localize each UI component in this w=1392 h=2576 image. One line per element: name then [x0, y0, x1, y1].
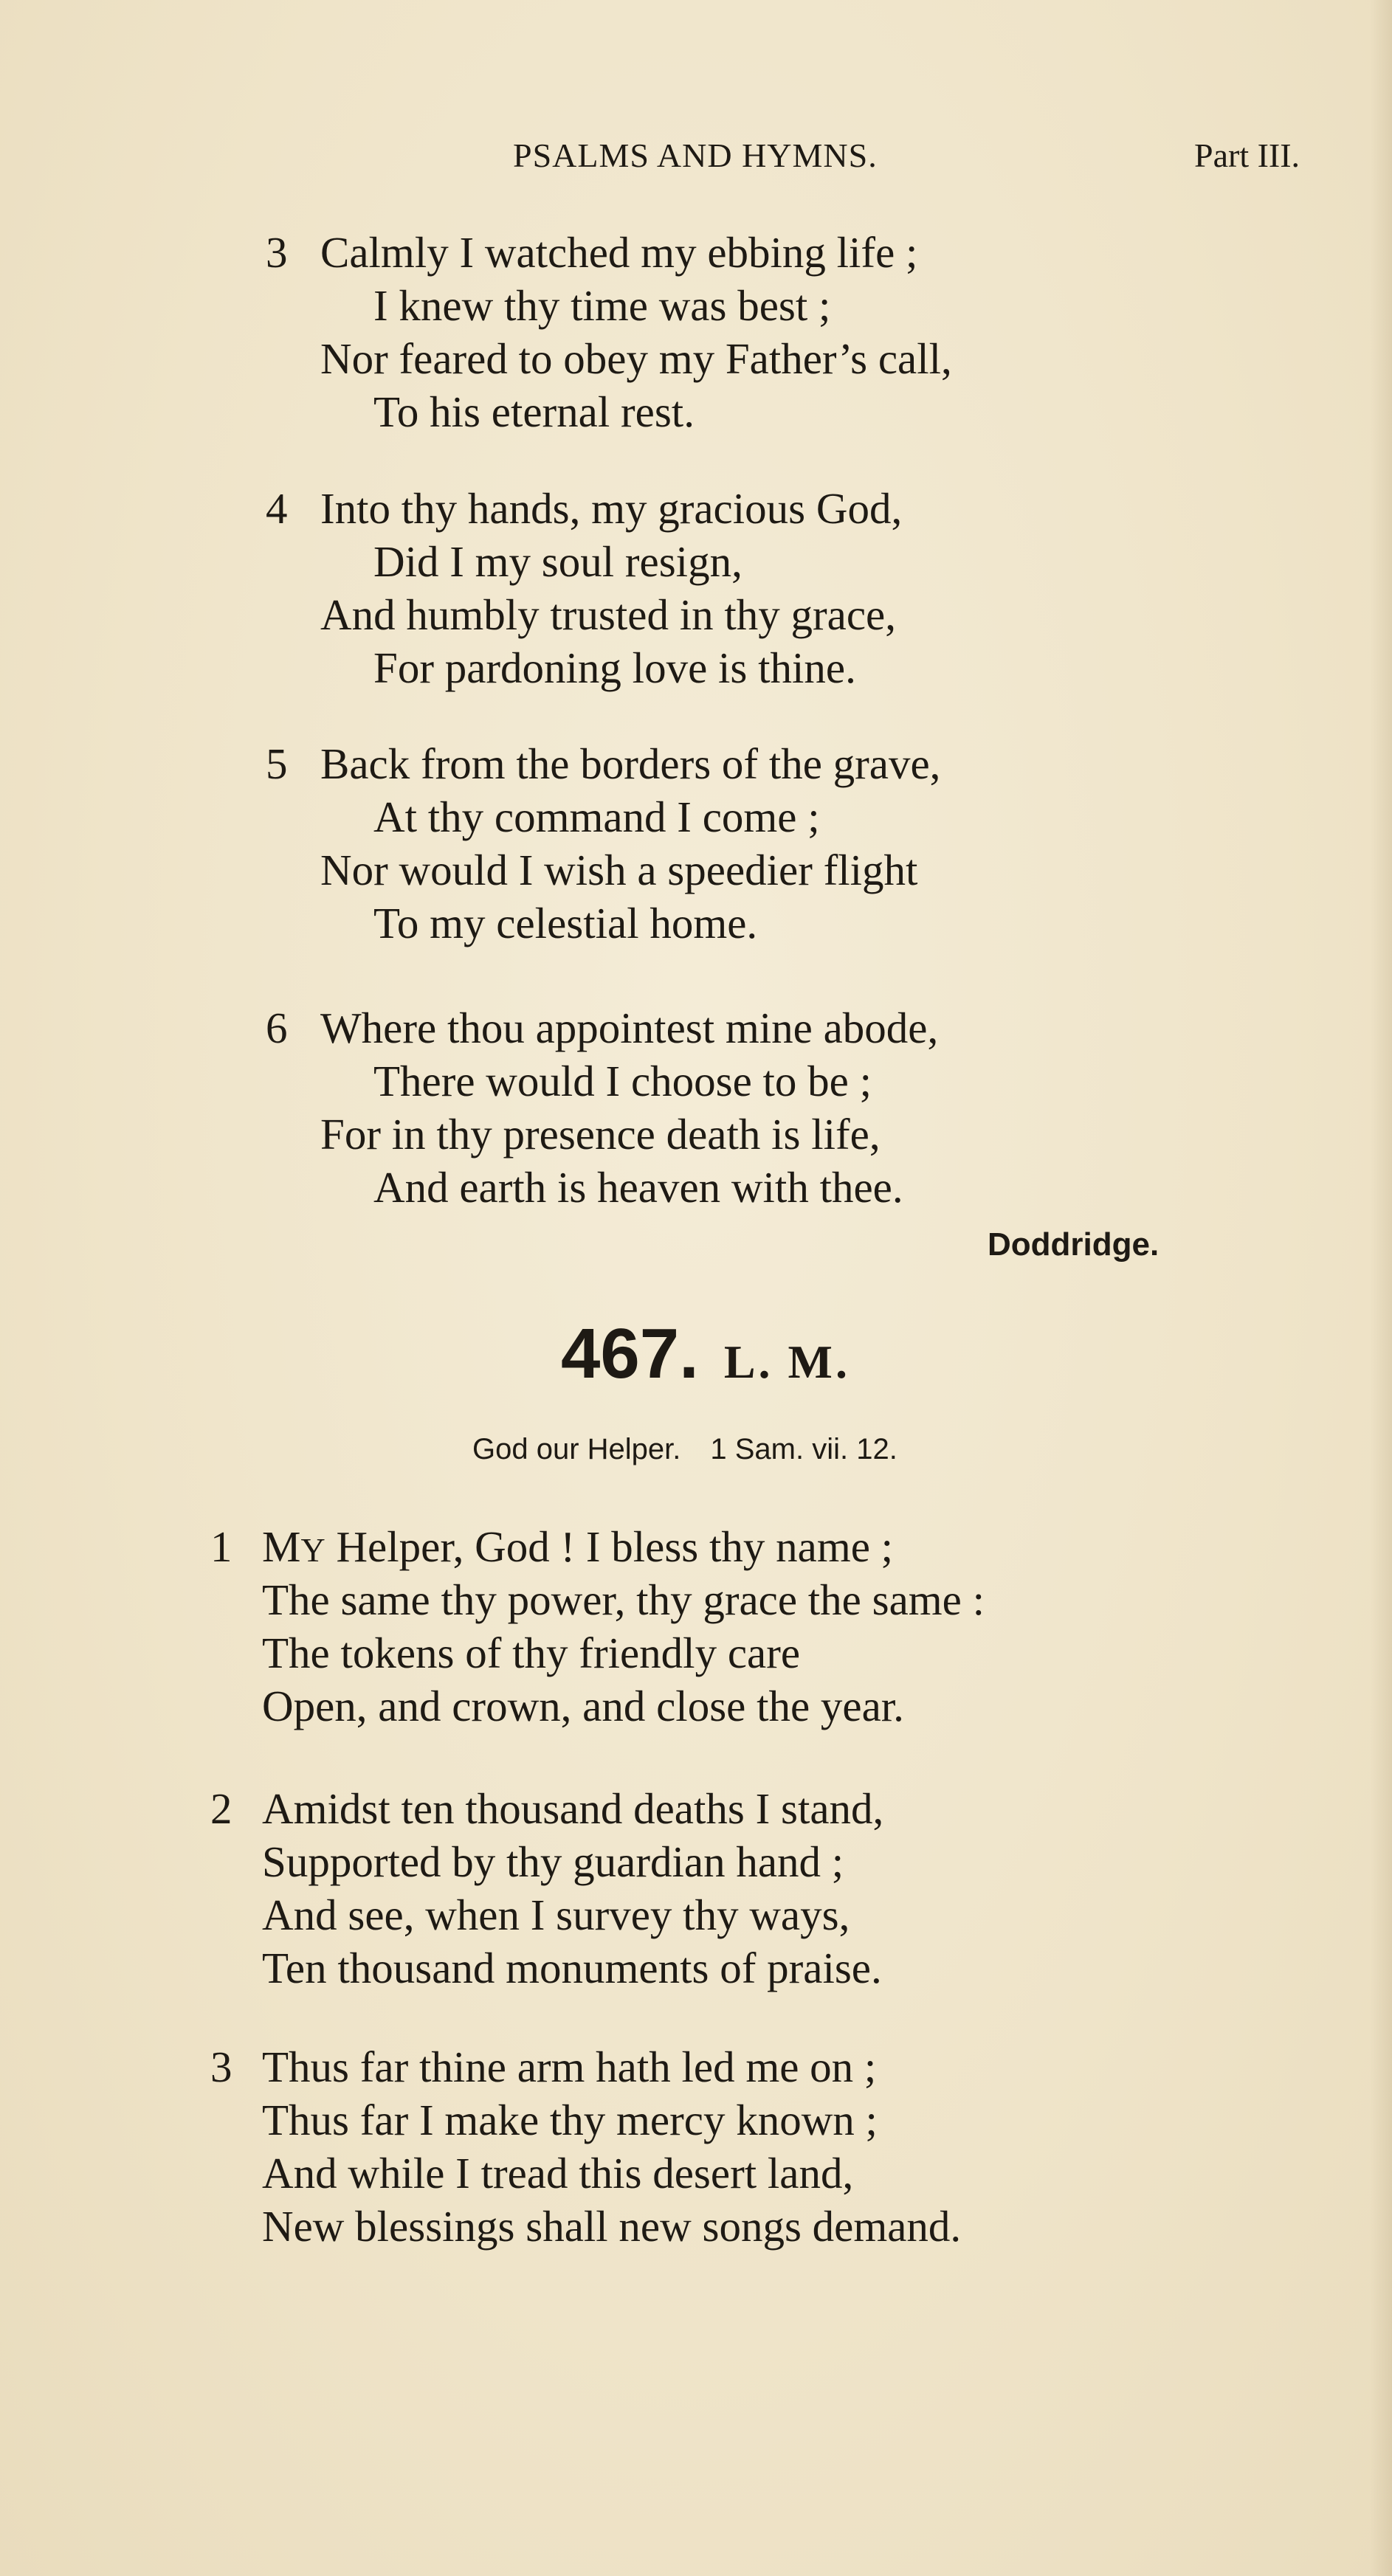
- verse-line: There would I choose to be ;: [373, 1057, 872, 1105]
- verse-line-first: [262, 1520, 893, 1577]
- verse-line: For pardoning love is thine.: [373, 643, 856, 692]
- verse-line: Thus far I make thy mercy known ;: [262, 2096, 878, 2144]
- running-title: PSALMS AND HYMNS.: [513, 137, 878, 174]
- first-line-text: Helper, God ! I bless thy name ;: [336, 1522, 894, 1571]
- hymn-attribution: Doddridge.: [988, 1226, 1160, 1263]
- stanza-number: 3: [266, 228, 288, 277]
- verse-line: And see, when I survey thy ways,: [262, 1890, 850, 1939]
- stanza-number: 6: [266, 1004, 288, 1052]
- running-part: Part III.: [1194, 137, 1300, 174]
- verse-line: Thus far thine arm hath led me on ;: [262, 2043, 877, 2091]
- verse-line: And humbly trusted in thy grace,: [320, 590, 896, 639]
- verse-line: To my celestial home.: [373, 899, 758, 947]
- small-caps-rest: Y: [300, 1531, 325, 1569]
- hymn-subtitle-text: God our Helper.: [472, 1433, 681, 1465]
- verse-line: And while I tread this desert land,: [262, 2149, 854, 2197]
- verse-line: At thy command I come ;: [373, 793, 820, 841]
- stanza-number: 2: [210, 1784, 232, 1833]
- verse-line: Open, and crown, and close the year.: [262, 1682, 904, 1730]
- verse-line: Ten thousand monuments of praise.: [262, 1944, 882, 1992]
- verse-line: The tokens of thy friendly care: [262, 1629, 801, 1677]
- verse-line: Back from the borders of the grave,: [320, 739, 941, 788]
- page-edge-shadow: [1370, 0, 1392, 2576]
- verse-line: Did I my soul resign,: [373, 537, 742, 586]
- verse-line: Nor feared to obey my Father’s call,: [320, 334, 952, 383]
- hymn-number: 467.: [561, 1314, 699, 1393]
- small-caps-initial: M: [262, 1522, 301, 1571]
- scripture-reference: 1 Sam. vii. 12.: [710, 1433, 897, 1465]
- verse-line: Where thou appointest mine abode,: [320, 1004, 939, 1052]
- verse-line: Calmly I watched my ebbing life ;: [320, 228, 918, 277]
- verse-line: The same thy power, thy grace the same :: [262, 1575, 985, 1624]
- verse-line: For in thy presence death is life,: [320, 1110, 881, 1158]
- hymn-meter: L. M.: [723, 1336, 850, 1388]
- verse-line: To his eternal rest.: [373, 387, 695, 436]
- stanza-number: 5: [266, 739, 288, 788]
- verse-line: New blessings shall new songs demand.: [262, 2202, 962, 2251]
- hymn-heading: [561, 1313, 850, 1395]
- verse-line: Nor would I wish a speedier flight: [320, 846, 918, 894]
- stanza-number: 1: [210, 1522, 232, 1571]
- verse-line: Into thy hands, my gracious God,: [320, 484, 903, 533]
- verse-line: Supported by thy guardian hand ;: [262, 1837, 844, 1886]
- stanza-number: 4: [266, 484, 288, 533]
- stanza-number: 3: [210, 2043, 232, 2091]
- hymn-subtitle: [472, 1433, 897, 1466]
- verse-line: And earth is heaven with thee.: [373, 1163, 903, 1212]
- verse-line: Amidst ten thousand deaths I stand,: [262, 1784, 884, 1833]
- running-head: [0, 136, 1392, 180]
- verse-line: I knew thy time was best ;: [373, 281, 831, 330]
